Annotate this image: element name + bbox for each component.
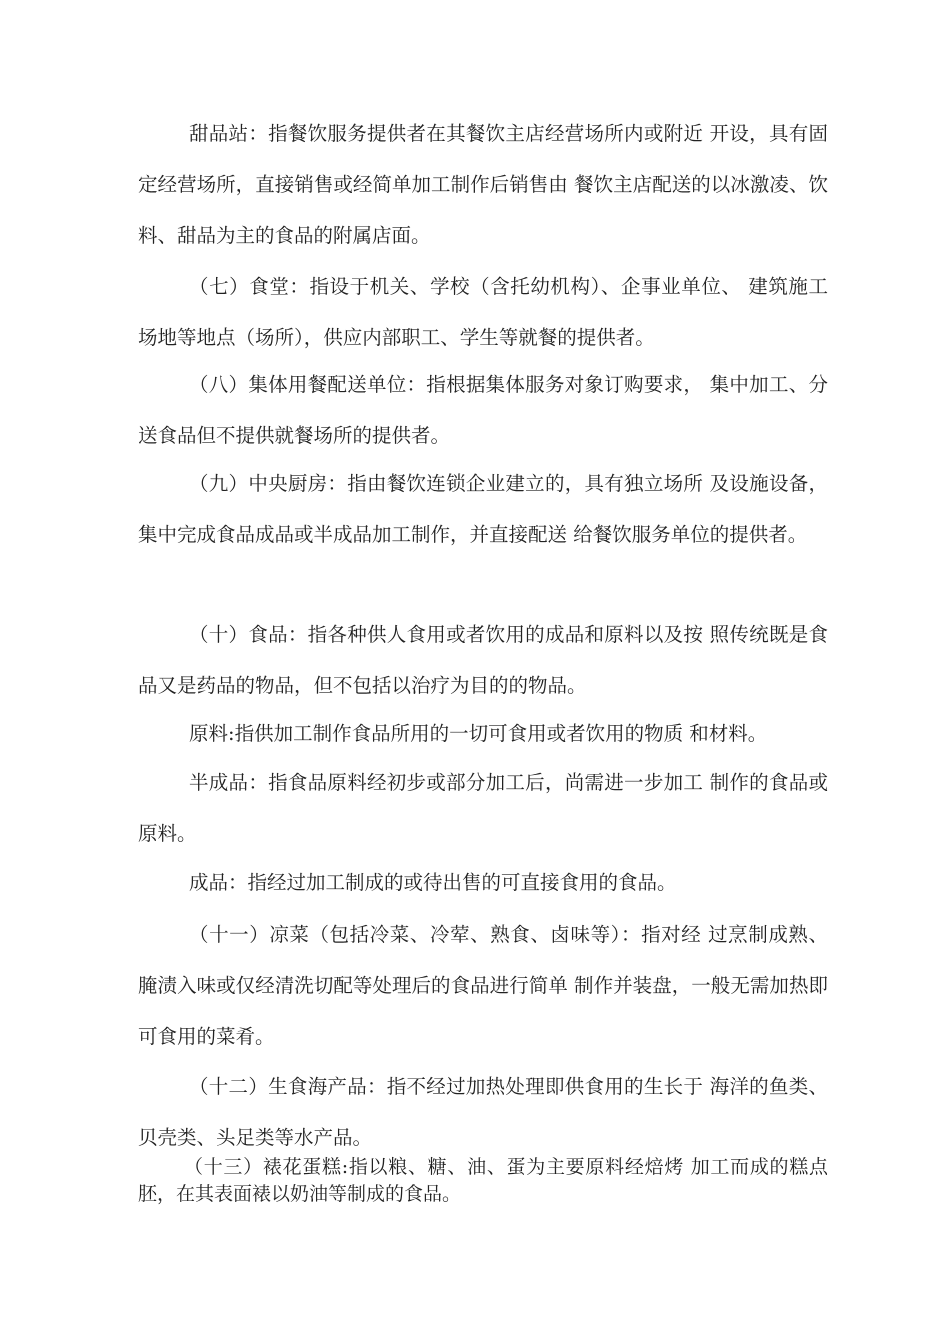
- paragraph-dessert-station: 甜品站：指餐饮服务提供者在其餐饮主店经营场所内或附近 开设，具有固定经营场所，直接销售或经简单加工制作后销售由 餐饮主店配送的以冰激凌、饮料、甜品为主的食品的附属店面。: [138, 122, 828, 247]
- paragraph-cold-dishes: （十一）凉菜（包括冷菜、冷荤、熟食、卤味等）：指对经 过烹制成熟、腌渍入味或仅经清洗切配等处理后的食品进行简单 制作并装盘，一般无需加热即可食用的菜肴。: [138, 923, 828, 1048]
- paragraph-raw-materials: 原料:指供加工制作食品所用的一切可食用或者饮用的物质 和材料。: [189, 722, 768, 745]
- paragraph-central-kitchen: （九）中央厨房：指由餐饮连锁企业建立的，具有独立场所 及设施设备，集中完成食品成品或半成品加工制作，并直接配送 给餐饮服务单位的提供者。: [138, 472, 828, 546]
- paragraph-canteen: （七）食堂：指设于机关、学校（含托幼机构）、企事业单位、 建筑施工场地等地点（场所），供应内部职工、学生等就餐的提供者。: [138, 275, 828, 349]
- paragraph-group-meal-delivery: （八）集体用餐配送单位：指根据集体服务对象订购要求， 集中加工、分送食品但不提供就餐场所的提供者。: [138, 373, 828, 447]
- paragraph-finished-products: 成品：指经过加工制成的或待出售的可直接食用的食品。: [189, 871, 677, 894]
- paragraph-decorated-cake: （十三）裱花蛋糕:指以粮、糖、油、蛋为主要原料经焙烤 加工而成的糕点胚，在其表面裱以奶油等制成的食品。: [138, 1156, 828, 1205]
- paragraph-raw-seafood: （十二）生食海产品：指不经过加热处理即供食用的生长于 海洋的鱼类、贝壳类、头足类等水产品。: [138, 1075, 828, 1149]
- paragraph-semi-finished: 半成品：指食品原料经初步或部分加工后，尚需进一步加工 制作的食品或原料。: [138, 771, 828, 845]
- paragraph-food: （十）食品：指各种供人食用或者饮用的成品和原料以及按 照传统既是食品又是药品的物品，但不包括以治疗为目的的物品。: [138, 623, 828, 697]
